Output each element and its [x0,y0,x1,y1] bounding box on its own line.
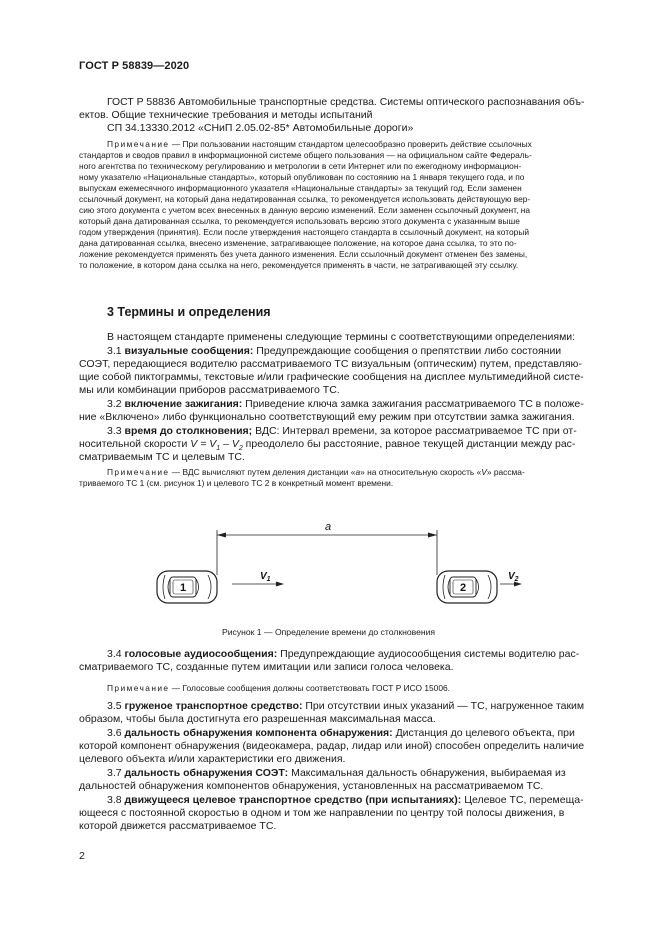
figure-1-caption: Рисунок 1 — Определение времени до столкновения [222,627,436,637]
formula-relative-speed: V = V [190,438,217,450]
velocity-v2-label: $V_2$ [508,571,519,583]
term-3-3-line-1: 3.3 время до столкновения; ВДС: Интервал времени, за которое рассматриваемое ТС при от- [107,425,577,437]
car-1-number: 1 [179,582,187,594]
note-label: Примечание [107,139,170,149]
term-3-8-line-1: 3.8 движущееся целевое транспортное средство (при испытаниях): Целевое ТС, перемеща- [107,794,584,806]
reference-2: СП 34.13330.2012 «СНиП 2.05.02-85* Автомобильные дороги» [107,122,414,134]
term-3-4: голосовые аудиосообщения: [124,648,278,660]
term-3-3-line-2: носительной скорости $V = V_1 - V_2$ преодолело бы расстояние, равное текущей дистанции между рас- [79,438,576,453]
note-1-line-11: ложение рекомендуется применять без учета данного изменения. Если ссылочный документ отменен без замены, [79,249,528,259]
term-3-1-line-4: мы или комбинации приборов рассматриваемого ТС. [79,384,340,396]
velocity-v1-label: $V_1$ [260,571,271,583]
section-3-title: 3 Термины и определения [107,305,271,319]
note-1-line-6: ссылочный документ, на который дана недатированная ссылка, то рекомендуется использовать действующую вер- [79,194,531,204]
term-3-4-line-2: сматриваемого ТС, созданные путем имитации или записи голоса человека. [79,661,454,673]
note-1-line-7: сию этого документа с учетом всех внесенных в данную версию изменений. Если заменен ссылочный документ, на [79,205,531,215]
note-1-line-3: ного агентства по техническому регулированию и метрологии в сети Интернет или по ежегодному информацион- [79,161,522,171]
note-1-line-9: годом утверждения (принятия). Если после утверждения настоящего стандарта в ссылочный документ, на который [79,227,530,237]
reference-1-line-2: ектов. Общие технические требования и методы испытаний [79,109,373,121]
term-3-3-line-3: сматриваемым ТС и целевым ТС. [79,451,245,463]
figure-1-diagram [150,515,550,615]
page-number: 2 [79,850,85,862]
distance-label: a [324,521,332,533]
section-3-intro: В настоящем стандарте применены следующие термины с соответствующими определениями: [107,331,576,343]
term-3-2-line-1: 3.2 включение зажигания: Приведение ключа замка зажигания рассматриваемого ТС в положе- [107,398,584,410]
arrow-right-icon [428,533,437,538]
term-3-1-line-1: 3.1 визуальные сообщения: Предупреждающие сообщения о препятствии либо состоянии [107,345,562,357]
note-1-line-1: Примечание — При пользовании настоящим стандартом целесообразно проверить действие ссылочных [107,139,532,149]
term-3-6-line-1: 3.6 дальность обнаружения компонента обнаружения: Дистанция до целевого объекта, при [107,727,575,739]
reference-1-line-1: ГОСТ Р 58836 Автомобильные транспортные средства. Системы оптического распознавания объ- [107,96,585,108]
term-3-1-line-2: СОЭТ, передающиеся водителю рассматриваемого ТС визуальным (оптическим) путем, представляю- [79,358,582,370]
term-3-7: дальность обнаружения СОЭТ: [124,767,289,779]
term-3-8: движущееся целевое транспортное средство (при испытаниях): [124,794,462,806]
car-1-icon [157,571,217,603]
arrow-left-icon [217,533,226,538]
note-1-line-10: дана датированная ссылка, внесено изменение, затрагивающее положение, на которое дана ссылка, то это по- [79,238,517,248]
note-1-line-2: стандартов и сводов правил в информационной системе общего пользования — на официальном сайте Федераль- [79,150,532,160]
note-2-line-2: триваемого ТС 1 (см. рисунок 1) и целевого ТС 2 в конкретный момент времени. [79,478,394,488]
car-2-icon [437,571,497,603]
term-3-5: груженое транспортное средство: [124,700,303,712]
note-1-line-5: выпускам ежемесячного информационного указателя «Национальные стандарты» за текущий год. Если заменен [79,183,522,193]
term-3-4-line-1: 3.4 голосовые аудиосообщения: Предупреждающие аудиосообщения системы водителю рас- [107,648,580,660]
term-3-8-line-2: ющееся с постоянной скоростью в одном и том же направлении по центру той полосы движения, в [79,807,565,819]
term-3-1: визуальные сообщения: [124,345,254,357]
term-3-5-line-2: образом, чтобы была достигнута его разрешенная максимальная масса. [79,713,436,725]
note-2-line-1: Примечание — ВДС вычисляют путем деления дистанции «a» на относительную скорость «V» рассма- [107,467,525,477]
car-2-number: 2 [459,582,467,594]
term-3-2: включение зажигания: [124,398,243,410]
note-1-line-8: который дана датированная ссылка, то рекомендуется использовать версию этого документа с указанным выше [79,216,520,226]
term-3-6: дальность обнаружения компонента обнаружения: [124,727,393,739]
note-3: Примечание — Голосовые сообщения должны соответствовать ГОСТ Р ИСО 15006. [107,683,450,693]
term-3-6-line-2: которой компонент обнаружения (видеокамера, радар, лидар или иной) способен определить наличие [79,740,585,752]
document-code: ГОСТ Р 58839—2020 [79,60,190,72]
term-3-6-line-3: целевого объекта и/или характеристики его движения. [79,753,346,765]
note-1-line-12: то положение, в котором дана ссылка на него, рекомендуется применять в части, не затрагивающей эту ссылку. [79,260,519,270]
term-3-7-line-2: дальностей обнаружения компонентов обнаружения, установленных на рассматриваемом ТС. [79,780,544,792]
term-3-8-line-3: которой движется рассматриваемое ТС. [79,820,277,832]
note-1-line-4: ному указателю «Национальные стандарты», который опубликован по состоянию на 1 января текущего года, и по [79,172,525,182]
term-3-1-line-3: щие собой пиктограммы, текстовые и/или графические сообщения на дисплее мультимедийной систе- [79,371,584,383]
term-3-2-line-2: ние «Включено» либо функционально соответствующий ему режим при отсутствии замка зажигания. [79,411,575,423]
v1-arrow-icon [276,582,284,587]
term-3-5-line-1: 3.5 груженое транспортное средство: При отсутствии иных указаний — ТС, нагруженное таким [107,700,585,712]
term-3-3: время до столкновения; [124,425,253,437]
term-3-7-line-1: 3.7 дальность обнаружения СОЭТ: Максимальная дальность обнаружения, выбираемая из [107,767,566,779]
